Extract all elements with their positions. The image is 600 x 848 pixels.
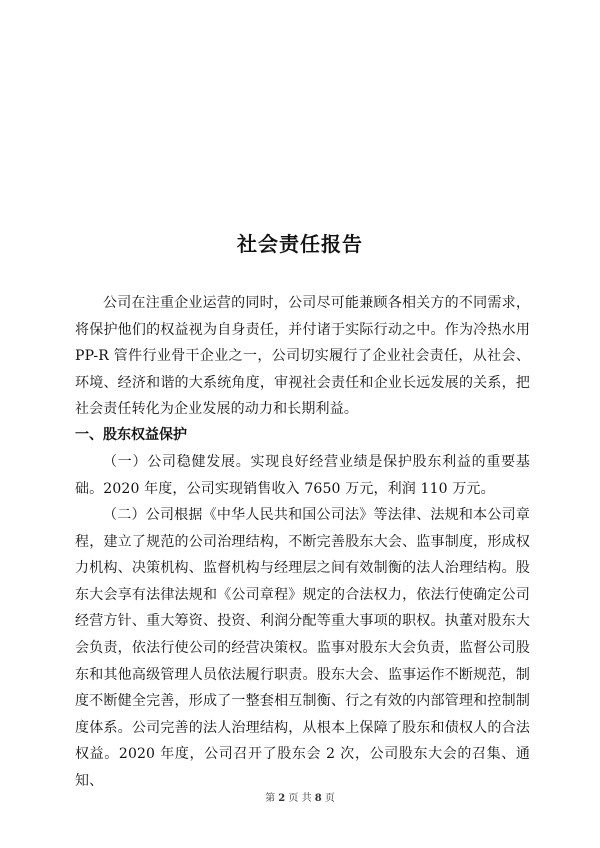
footer-middle: 页 共 bbox=[285, 793, 315, 804]
section1-paragraph-1: （一）公司稳健发展。实现良好经营业绩是保护股东利益的重要基础。2020 年度，公司实现销售收入 7650 万元，利润 110 万元。 bbox=[75, 454, 530, 497]
section-heading-shareholder-rights: 一、股东权益保护 bbox=[75, 427, 187, 443]
section1-paragraph-2: （二）公司根据《中华人民共和国公司法》等法律、法规和本公司章程，建立了规范的公司治理结构，不断完善股东大会、监事制度，形成权力机构、决策机构、监督机构与经理层之间有效制衡的法人治理结构。股东大会享有法律法规和《公司章程》规定的合法权力，依法行使确定公司经营方针、重大筹资、投资、利润分配等重大事项的职权。执董对股东大会负责，依法行使公司的经营决策权。监事对股东大会负责，监督公司股东和其他高级管理人员依法履行职责。股东大会、监事运作不断规范，制度不断健全完善，形成了一整套相互制衡、行之有效的内部管理和控制制度体系。公司完善的法人治理结构，从根本上保障了股东和债权人的合法权益。2020 年度，公司召开了股东会 2 次，公司股东大会的召集、通知、 bbox=[75, 507, 530, 789]
page-title: 社会责任报告 bbox=[237, 232, 363, 256]
footer-current-page: 2 bbox=[278, 793, 286, 804]
footer-suffix: 页 bbox=[321, 793, 335, 804]
intro-paragraph: 公司在注重企业运营的同时，公司尽可能兼顾各相关方的不同需求，将保护他们的权益视为自身责任，并付诸于实际行动之中。作为冷热水用PP-R 管件行业骨干企业之一，公司切实履行了企业社会责任，从社会、环境、经济和谐的大系统角度，审视社会责任和企业长远发展的关系，把社会责任转化为企业发展的动力和长期利益。 bbox=[75, 295, 530, 418]
footer-total-pages: 8 bbox=[314, 793, 322, 804]
page-footer bbox=[0, 789, 600, 804]
footer-prefix: 第 bbox=[265, 793, 279, 804]
